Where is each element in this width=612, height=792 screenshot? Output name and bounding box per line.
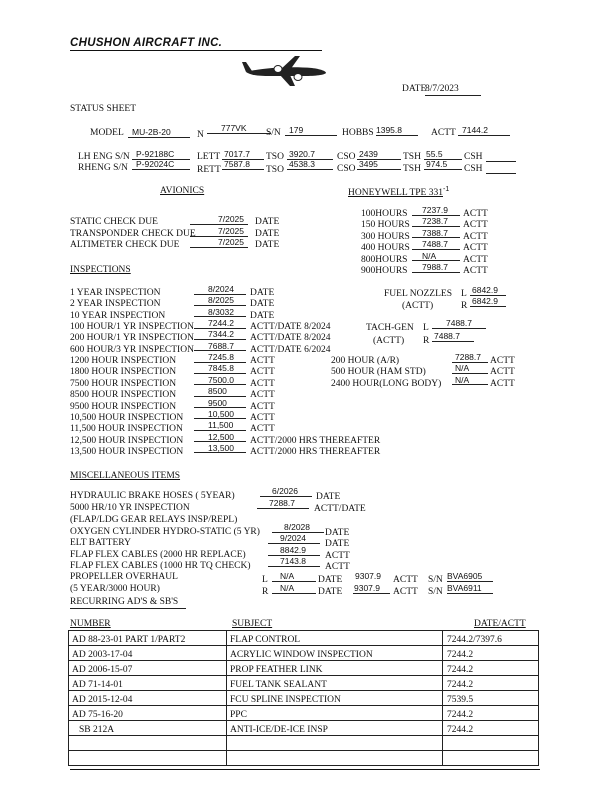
rh-cso-label: CSO: [337, 164, 356, 174]
recurring-ad-table: [68, 630, 539, 766]
inspection-value: 8/3032: [194, 308, 246, 318]
inspection-label: 1 YEAR INSPECTION: [70, 288, 161, 298]
ad-date-cell: [443, 736, 539, 751]
inspection-suffix: DATE: [250, 288, 275, 298]
prop-l-sn-label: S/N: [428, 575, 443, 585]
ad-subject-cell: PPC: [227, 706, 443, 721]
misc-suffix: ACTT: [325, 551, 350, 561]
avionics-suffix: DATE: [255, 240, 280, 250]
inspection-label: 1800 HOUR INSPECTION: [70, 367, 177, 378]
inspection-suffix: ACTT/DATE 8/2024: [250, 333, 331, 344]
ad-number-cell: [69, 751, 227, 766]
ad-subject-cell: PROP FEATHER LINK: [227, 661, 443, 676]
inspection-label: 8500 HOUR INSPECTION: [70, 390, 177, 401]
prop-r-label: R: [262, 587, 269, 597]
inspection-label: 600 HOUR/3 YR INSPECTION: [70, 344, 194, 355]
honeywell-label: 900HOURS: [361, 266, 408, 276]
date-label: DATE: [402, 84, 427, 94]
lh-tso-label: TSO: [266, 152, 284, 162]
honeywell-value: 7238.7: [412, 217, 460, 227]
prop-l-value: N/A: [272, 572, 316, 582]
col-subject: SUBJECT: [232, 619, 273, 629]
header-rule: [70, 50, 322, 51]
ad-subject-cell: FLAP CONTROL: [227, 631, 443, 646]
model-label: MODEL: [90, 128, 124, 138]
inspection-value: 7245.8: [194, 353, 246, 363]
avionics-value: 7/2025: [190, 238, 248, 248]
misc-suffix: DATE: [316, 492, 341, 502]
inspection-label: 11,500 HOUR INSPECTION: [70, 424, 183, 435]
honeywell-suffix: ACTT: [463, 209, 488, 219]
ad-subject-cell: [227, 751, 443, 766]
engine-hour-value: N/A: [452, 364, 488, 374]
misc-label: 5000 HR/10 YR INSPECTION: [70, 503, 190, 513]
honeywell-label: 800HOURS: [361, 254, 408, 265]
misc-value: 9/2024: [268, 534, 320, 544]
inspection-value: 7500.0: [194, 376, 246, 386]
prop-r-sn: BVA6911: [447, 584, 493, 594]
ad-number-cell: AD 2006-15-07: [69, 661, 227, 676]
table-row: [69, 706, 539, 721]
col-number: NUMBER: [70, 619, 111, 629]
prop-l-date-label: DATE: [318, 575, 343, 585]
rh-csh-label: CSH: [464, 164, 483, 174]
honeywell-value: 7488.7: [412, 240, 460, 250]
tach-gen-l-label: L: [423, 323, 429, 333]
table-row: [69, 661, 539, 676]
inspection-suffix: ACTT: [250, 356, 275, 367]
serial-number: 179: [285, 126, 337, 136]
ad-date-cell: 7539.5: [443, 691, 539, 706]
inspection-suffix: ACTT: [250, 401, 275, 412]
inspection-value: 13,500: [194, 444, 246, 454]
prop-l-sn: BVA6905: [447, 572, 493, 582]
ad-number-cell: AD 2003-17-04: [69, 646, 227, 661]
inspection-suffix: ACTT/2000 HRS THEREAFTER: [250, 446, 381, 457]
rh-csh-blank: [486, 173, 516, 174]
fuel-nozzles-l-value: 6842.9: [470, 286, 506, 296]
avionics-suffix: DATE: [255, 217, 280, 227]
n-label: N: [197, 130, 204, 140]
ad-subject-cell: [227, 736, 443, 751]
inspections-heading: INSPECTIONS: [70, 265, 131, 275]
engine-hour-label: 200 HOUR (A/R): [331, 356, 400, 366]
misc-heading: MISCELLANEOUS ITEMS: [70, 471, 181, 481]
inspection-label: 10 YEAR INSPECTION: [70, 310, 166, 321]
honeywell-value: 7237.9: [412, 206, 460, 216]
ad-date-cell: 7244.2: [443, 706, 539, 721]
table-row: [69, 646, 539, 661]
ad-subject-cell: ANTI-ICE/DE-ICE INSP: [227, 721, 443, 736]
inspection-suffix: ACTT: [250, 412, 275, 423]
misc-label: HYDRAULIC BRAKE HOSES ( 5YEAR): [70, 491, 235, 501]
inspection-value: 8/2025: [194, 296, 246, 306]
honeywell-suffix: ACTT: [463, 243, 488, 254]
inspection-label: 100 HOUR/1 YR INSPECTION: [70, 322, 194, 333]
inspection-label: 12,500 HOUR INSPECTION: [70, 435, 184, 446]
inspection-suffix: DATE: [250, 310, 275, 321]
footer-rule: [70, 769, 540, 770]
inspection-suffix: ACTT: [250, 424, 275, 435]
lh-tsh-value: 55.5: [424, 150, 462, 160]
fuel-nozzles-label: FUEL NOZZLES: [384, 289, 452, 299]
honeywell-label: 150 HOURS: [361, 220, 410, 231]
misc-value: 6/2026: [260, 487, 312, 497]
avionics-label: STATIC CHECK DUE: [70, 217, 158, 227]
inspection-suffix: ACTT: [250, 367, 275, 378]
ad-date-cell: [443, 751, 539, 766]
misc-value: 7143.8: [268, 557, 320, 567]
tach-gen-l-value: 7488.7: [432, 319, 486, 329]
honeywell-value: N/A: [412, 252, 460, 262]
ad-date-cell: 7244.2: [443, 721, 539, 736]
inspection-value: 8500: [194, 387, 246, 397]
inspection-value: 7688.7: [194, 342, 246, 352]
prop-r-date: 9307.9: [353, 584, 390, 594]
misc-label: ELT BATTERY: [70, 538, 131, 548]
inspection-suffix: DATE: [250, 299, 275, 310]
lett-value: 7017.7: [222, 150, 264, 160]
inspection-suffix: ACTT/2000 HRS THEREAFTER: [250, 435, 381, 446]
lh-eng-sn: P-92188C: [132, 150, 190, 160]
misc-value: 7288.7: [257, 499, 309, 509]
n-number: 777VK: [207, 124, 271, 134]
inspection-value: 7344.2: [194, 330, 246, 340]
sheet-date: 8/7/2023: [425, 85, 481, 96]
prop-r-date-label: DATE: [318, 587, 343, 597]
ad-subject-cell: FCU SPLINE INSPECTION: [227, 691, 443, 706]
misc-label: OXYGEN CYLINDER HYDRO-STATIC (5 YR): [70, 527, 260, 537]
misc-suffix: ACTT: [325, 562, 350, 572]
rett-label: RETT: [197, 165, 221, 175]
hobbs-value: 1395.8: [376, 126, 418, 136]
avionics-label: TRANSPONDER CHECK DUE: [70, 229, 196, 239]
table-row: [69, 736, 539, 751]
tach-gen-r-label: R: [423, 336, 430, 346]
honeywell-value: 7388.7: [412, 229, 460, 239]
avionics-heading: AVIONICS: [160, 186, 205, 196]
engine-hour-value: N/A: [452, 376, 488, 386]
prop-r-value: N/A: [272, 584, 316, 594]
honeywell-suffix: ACTT: [463, 254, 488, 265]
rh-tso-label: TSO: [266, 165, 284, 175]
table-row: [69, 751, 539, 766]
honeywell-superscript: -1: [443, 186, 450, 193]
inspection-label: 10,500 HOUR INSPECTION: [70, 412, 184, 423]
page-title: STATUS SHEET: [70, 104, 137, 114]
honeywell-suffix: ACTT: [463, 220, 488, 231]
misc-value: 8/2028: [272, 523, 324, 533]
engine-hour-label: 2400 HOUR(LONG BODY): [331, 378, 442, 389]
lh-csh-label: CSH: [464, 152, 483, 162]
prop-r-actt-label: ACTT: [393, 587, 418, 597]
aircraft-logo-icon: [240, 52, 330, 88]
misc-value: 8842.9: [268, 546, 320, 556]
engine-hour-suffix: ACTT: [490, 378, 515, 389]
engine-hour-value: 7288.7: [452, 353, 488, 363]
inspection-value: 10,500: [194, 410, 246, 420]
fuel-nozzles-r-value: 6842.9: [470, 297, 506, 307]
avionics-value: 7/2025: [190, 227, 248, 237]
tach-gen-label: TACH-GEN: [366, 323, 414, 333]
inspection-label: 200 HOUR/1 YR INSPECTION: [70, 333, 194, 344]
avionics-suffix: DATE: [255, 229, 280, 239]
lh-eng-label: LH ENG S/N: [78, 152, 130, 162]
lh-tsh-label: TSH: [403, 152, 421, 162]
ad-number-cell: SB 212A: [69, 721, 227, 736]
engine-hour-suffix: ACTT: [490, 356, 515, 366]
ad-date-cell: 7244.2: [443, 646, 539, 661]
fuel-nozzles-r-label: R: [461, 301, 468, 311]
lh-cso-label: CSO: [337, 152, 356, 162]
ad-subject-cell: FUEL TANK SEALANT: [227, 676, 443, 691]
lh-csh-blank: [486, 161, 516, 162]
rh-tsh-label: TSH: [403, 164, 421, 174]
rh-tsh-value: 974.5: [424, 160, 462, 170]
honeywell-suffix: ACTT: [463, 231, 488, 242]
rh-cso-value: 3495: [357, 160, 401, 170]
company-name: CHUSHON AIRCRAFT INC.: [70, 37, 223, 49]
misc-label: (FLAP/LDG GEAR RELAYS INSP/REPL): [70, 515, 238, 525]
hobbs-label: HOBBS: [342, 128, 374, 138]
inspection-suffix: ACTT: [250, 378, 275, 389]
col-date-actt: DATE/ACTT: [474, 619, 526, 629]
table-row: [69, 631, 539, 646]
inspection-label: 1200 HOUR INSPECTION: [70, 356, 177, 367]
misc-label: FLAP FLEX CABLES (2000 HR REPLACE): [70, 550, 246, 560]
inspection-value: 7845.8: [194, 364, 246, 374]
engine-hour-label: 500 HOUR (HAM STD): [331, 367, 426, 378]
prop-l-date: 9307.9: [355, 571, 381, 581]
misc-suffix: DATE: [325, 539, 350, 549]
lh-tso-value: 3920.7: [287, 150, 333, 160]
prop-r-sn-label: S/N: [428, 587, 443, 597]
model-value: MU-2B-20: [128, 128, 190, 138]
actt-label: ACTT: [431, 128, 456, 138]
ad-date-cell: 7244.2/7397.6: [443, 631, 539, 646]
lh-cso-value: 2439: [357, 150, 401, 160]
recurring-underline: [70, 608, 186, 609]
inspection-suffix: ACTT/DATE 6/2024: [250, 344, 331, 355]
inspection-value: 12,500: [194, 433, 246, 443]
sn-label: S/N: [266, 128, 281, 138]
rh-eng-label: RHENG S/N: [78, 163, 128, 173]
inspection-value: 7244.2: [194, 319, 246, 329]
tach-gen-sub: (ACTT): [373, 336, 405, 346]
honeywell-heading-text: HONEYWELL TPE 331: [348, 188, 443, 199]
actt-value: 7144.2: [458, 126, 510, 136]
prop-label-1: PROPELLER OVERHAUL: [70, 572, 178, 582]
recurring-heading: RECURRING AD'S & SB'S: [70, 597, 179, 607]
misc-suffix: ACTT/DATE: [314, 504, 366, 514]
ad-number-cell: [69, 736, 227, 751]
prop-l-label: L: [262, 575, 268, 585]
honeywell-value: 7988.7: [412, 263, 460, 273]
table-row: [69, 721, 539, 736]
inspection-value: 8/2024: [194, 285, 246, 295]
misc-suffix: DATE: [325, 528, 350, 538]
avionics-value: 7/2025: [190, 215, 248, 225]
tach-gen-r-value: 7488.7: [432, 332, 474, 342]
rett-value: 7587.8: [222, 160, 264, 170]
prop-label-2: (5 YEAR/3000 HOUR): [70, 584, 160, 594]
lett-label: LETT: [197, 152, 221, 162]
inspection-value: 11,500: [194, 421, 246, 431]
rh-tso-value: 4538.3: [287, 160, 333, 170]
ad-date-cell: 7244.2: [443, 661, 539, 676]
inspection-value: 9500: [194, 399, 246, 409]
inspection-label: 7500 HOUR INSPECTION: [70, 378, 177, 389]
rh-eng-sn: P-92024C: [132, 160, 190, 170]
inspection-label: 13,500 HOUR INSPECTION: [70, 446, 184, 457]
honeywell-heading: [348, 186, 449, 199]
honeywell-label: 400 HOURS: [361, 243, 410, 254]
fuel-nozzles-l-label: L: [461, 289, 467, 299]
honeywell-suffix: ACTT: [463, 266, 488, 276]
inspection-suffix: ACTT/DATE 8/2024: [250, 322, 331, 333]
ad-date-cell: 7244.2: [443, 676, 539, 691]
ad-subject-cell: ACRYLIC WINDOW INSPECTION: [227, 646, 443, 661]
table-row: [69, 691, 539, 706]
table-row: [69, 676, 539, 691]
prop-l-actt-label: ACTT: [393, 575, 418, 585]
inspection-suffix: ACTT: [250, 390, 275, 401]
ad-number-cell: AD 2015-12-04: [69, 691, 227, 706]
inspection-label: 2 YEAR INSPECTION: [70, 299, 161, 310]
ad-number-cell: AD 75-16-20: [69, 706, 227, 721]
fuel-nozzles-sub: (ACTT): [402, 301, 434, 311]
honeywell-label: 100HOURS: [361, 209, 408, 219]
ad-number-cell: AD 71-14-01: [69, 676, 227, 691]
honeywell-label: 300 HOURS: [361, 231, 410, 242]
ad-number-cell: AD 88-23-01 PART 1/PART2: [69, 631, 227, 646]
inspection-label: 9500 HOUR INSPECTION: [70, 401, 177, 412]
misc-label: FLAP FLEX CABLES (1000 HR TQ CHECK): [70, 561, 251, 571]
avionics-label: ALTIMETER CHECK DUE: [70, 240, 180, 250]
engine-hour-suffix: ACTT: [490, 367, 515, 378]
